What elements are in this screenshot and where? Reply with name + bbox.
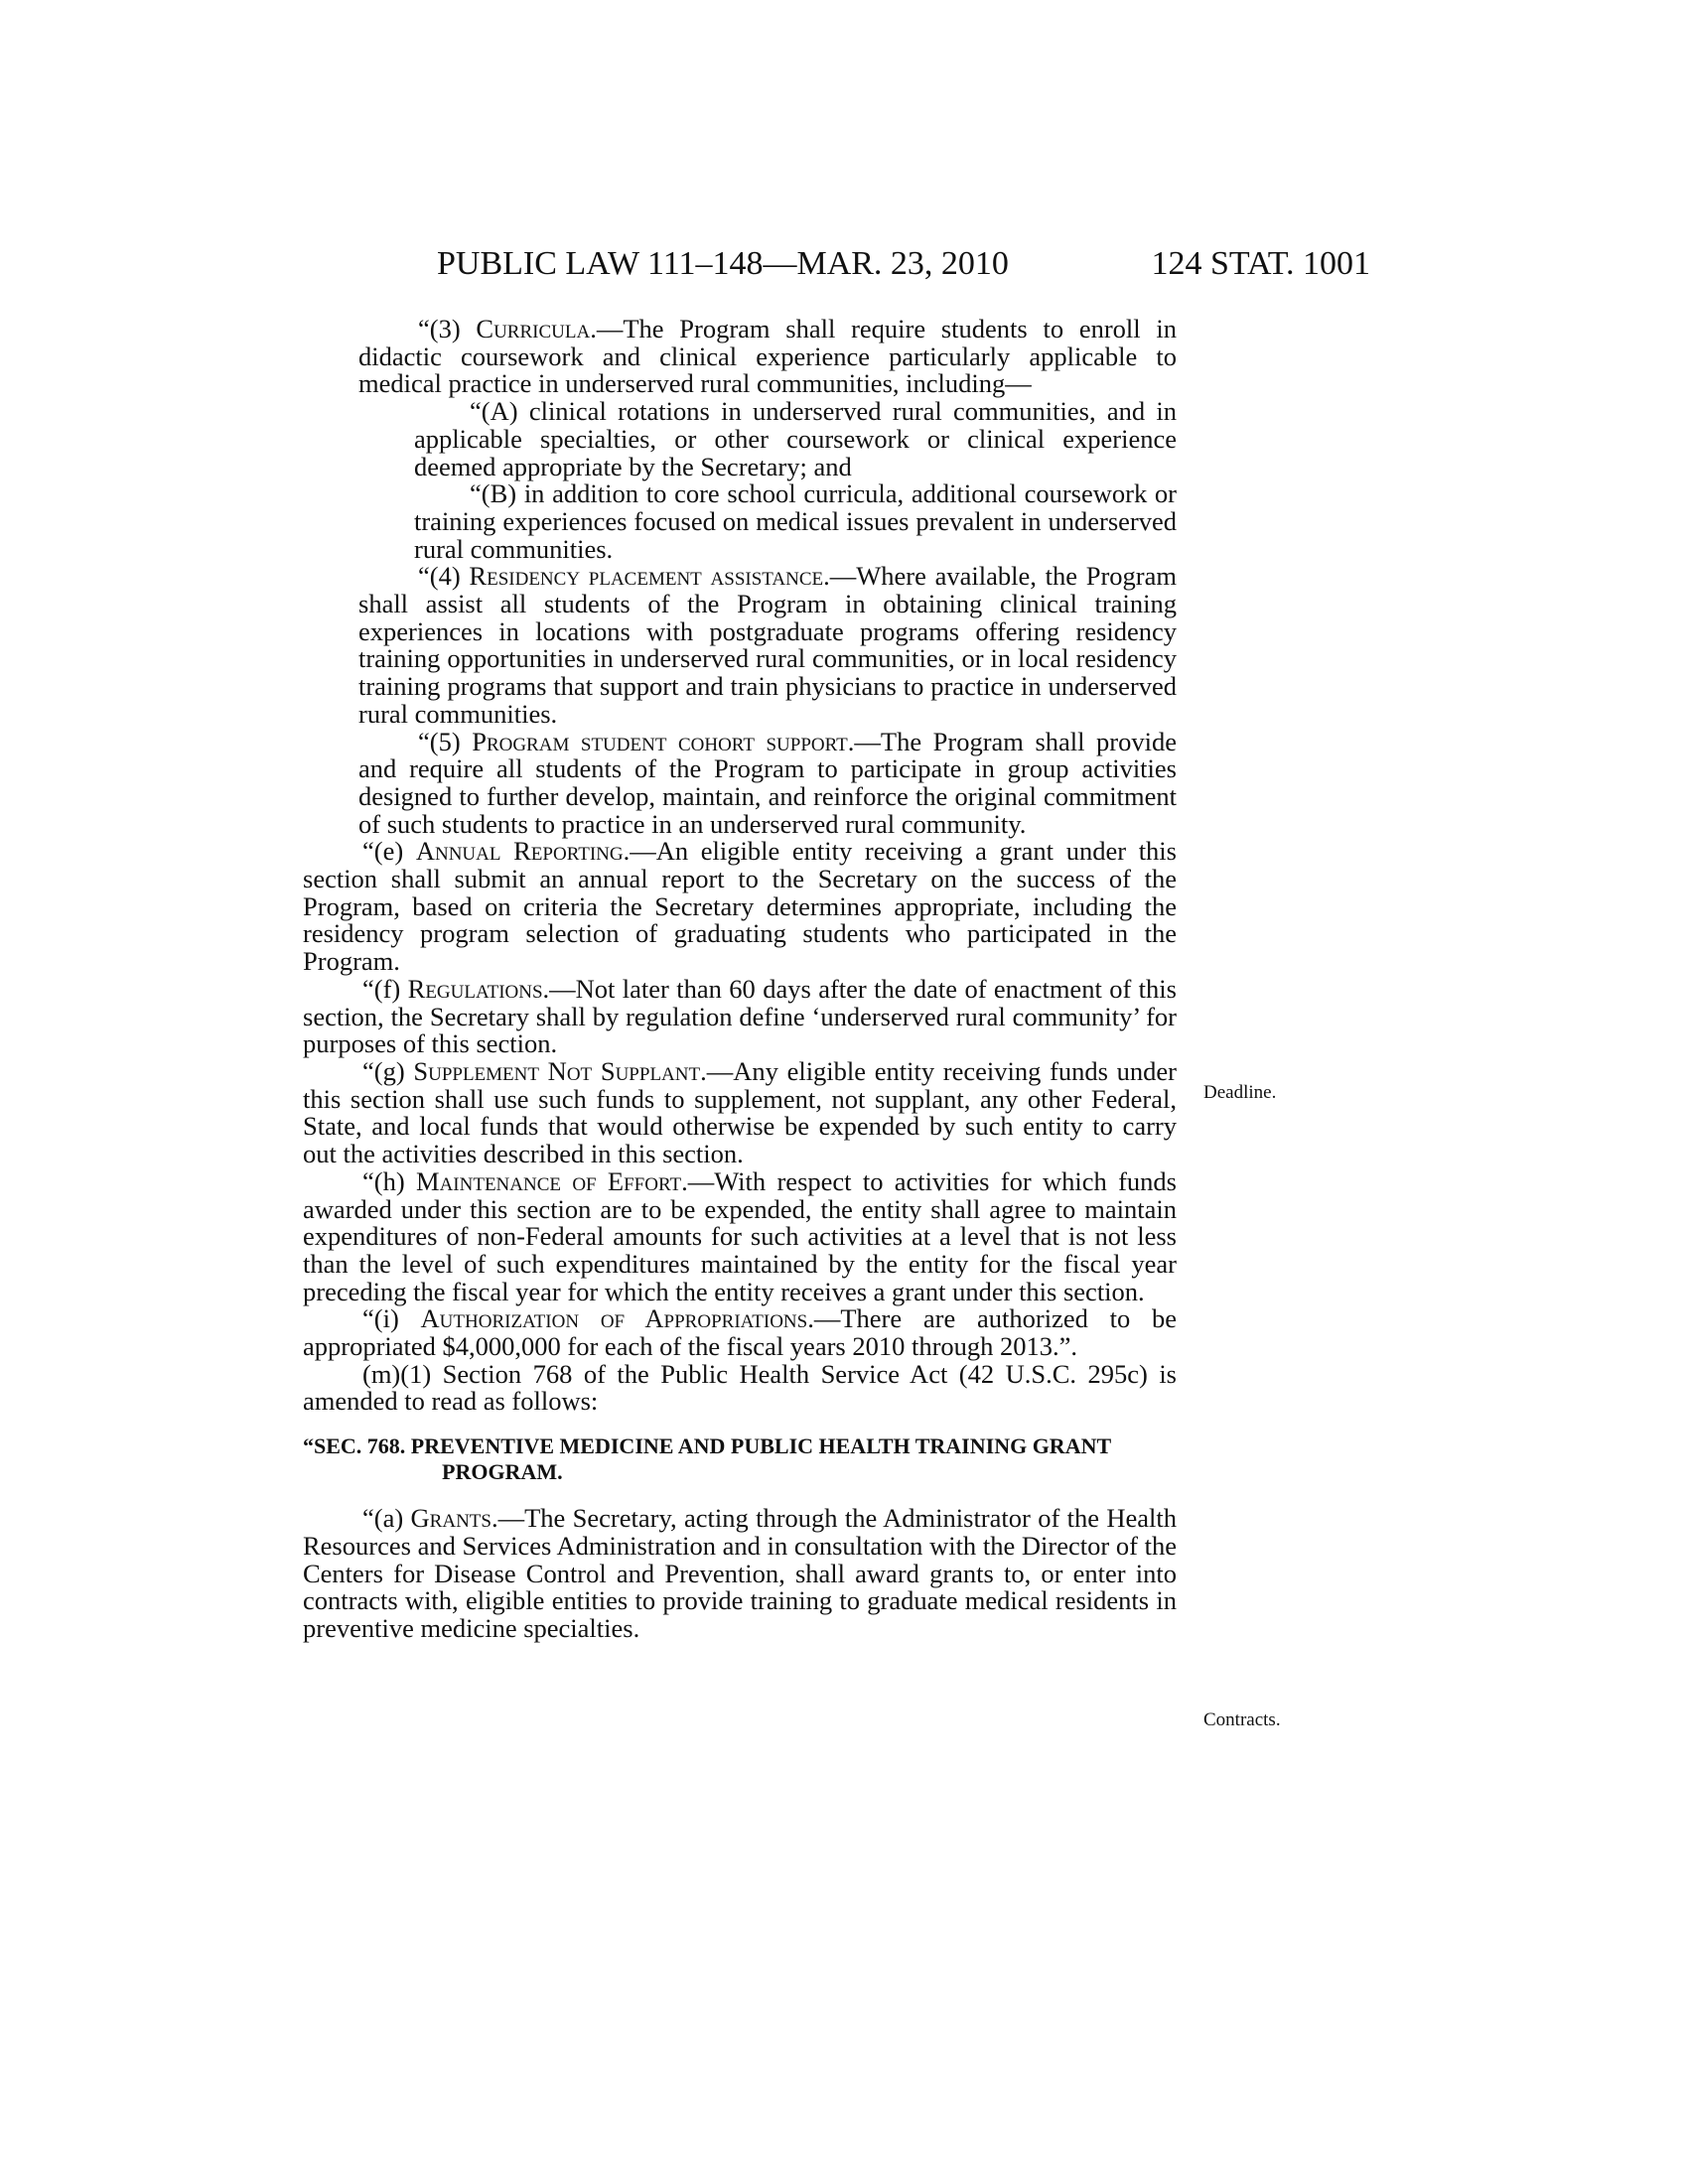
para-text: .—Any eligible entity receiving funds under this section shall use such funds to supplement, not supplant, any other Federal, State, and local funds that would otherwise be expended by such entity to carry out the activities described in this section. <box>303 1055 1177 1169</box>
subsection-i-authorization <box>303 1305 1177 1360</box>
para-heading: Maintenance of Effort <box>416 1165 682 1196</box>
paragraph-m1-amendment: (m)(1) Section 768 of the Public Health Service Act (42 U.S.C. 295c) is amended to read as follows: <box>303 1358 1177 1417</box>
para-text: .—The Program shall provide and require all students of the Program to participate in group activities designed to further develop, maintain, and reinforce the original commitment of such students to practice in an underserved rural community. <box>358 726 1177 839</box>
body-text <box>303 316 1177 1643</box>
paragraph-3-curricula <box>303 316 1177 398</box>
para-lead: “(i) <box>362 1303 421 1334</box>
subsection-e-reporting <box>303 838 1177 976</box>
para-text: .—Where available, the Program shall assist all students of the Program in obtaining clinical training experiences in locations with postgraduate programs offering residency training opportunities in underserved rural communities, or in local residency training programs that support and train physicians to practice in underserved rural communities. <box>358 561 1177 729</box>
subsection-h-maintenance <box>303 1165 1177 1306</box>
para-text: .—Not later than 60 days after the date of enactment of this section, the Secretary shall by regulation define ‘underserved rural community’ for purposes of this section. <box>303 973 1177 1059</box>
para-lead: “(f) <box>362 973 408 1004</box>
running-header <box>298 244 1370 284</box>
para-text: .—The Secretary, acting through the Administrator of the Health Resources and Services Administration and in consultation with the Director of the Centers for Disease Control and Prevention, shall award grants to, or enter into contracts with, eligible entities to provide training to graduate medical residents in preventive medicine specialties. <box>303 1503 1177 1643</box>
margin-note-contracts: Contracts. <box>1203 1709 1281 1730</box>
para-heading: Authorization of Appropriations <box>420 1303 808 1334</box>
section-768-heading: “SEC. 768. PREVENTIVE MEDICINE AND PUBLIC HEALTH TRAINING GRANT PROGRAM. <box>303 1433 1111 1485</box>
para-heading: Supplement Not Supplant <box>413 1055 701 1086</box>
paragraph-3b: “(B) in addition to core school curricula, additional coursework or training experiences focused on medical issues prevalent in underserved rural communities. <box>414 478 1177 564</box>
para-lead: “(e) <box>362 836 416 867</box>
subsection-f-regulations <box>303 973 1177 1059</box>
paragraph-5-cohort <box>303 726 1177 839</box>
para-text: .—The Program shall require students to enroll in didactic coursework and clinical experience particularly applicable to medical practice in underserved rural communities, including— <box>358 314 1177 399</box>
header-public-law: PUBLIC LAW 111–148—MAR. 23, 2010 <box>437 245 1009 282</box>
para-heading: Grants <box>410 1503 492 1534</box>
header-stat-page: 124 STAT. 1001 <box>1151 245 1370 282</box>
para-heading: Annual Reporting <box>415 836 624 867</box>
para-text: .—An eligible entity receiving a grant under this section shall submit an annual report to the Secretary on the success of the Program, based on criteria the Secretary determines appropriate, including the residency program selection of graduating students who participated in the Program. <box>303 836 1177 977</box>
para-heading: Regulations <box>407 973 543 1004</box>
para-lead: “(5) <box>418 726 473 756</box>
para-heading: Program student cohort support <box>472 726 848 756</box>
para-lead: “(a) <box>362 1503 411 1534</box>
subsection-g-supplement <box>303 1055 1177 1169</box>
paragraph-3a: “(A) clinical rotations in underserved rural communities, and in applicable specialties, or other coursework or clinical experience deemed appropriate by the Secretary; and <box>414 396 1177 481</box>
para-text: .—With respect to activities for which funds awarded under this section are to be expended, the entity shall agree to maintain expenditures of non-Federal amounts for such activities at a level that is not less than the level of such expenditures maintained by the entity for the fiscal year preceding the fiscal year for which the entity receives a grant under this section. <box>303 1165 1177 1306</box>
subsection-a-grants <box>303 1505 1177 1643</box>
paragraph-4-residency <box>303 563 1177 728</box>
para-lead: “(4) <box>418 561 470 592</box>
para-lead: “(h) <box>362 1165 416 1196</box>
para-text: .—There are authorized to be appropriated $4,000,000 for each of the fiscal years 2010 through 2013.”. <box>303 1303 1177 1362</box>
para-lead: “(3) <box>418 314 477 343</box>
margin-note-deadline: Deadline. <box>1203 1082 1277 1103</box>
para-heading: Curricula <box>476 314 591 343</box>
para-lead: “(g) <box>362 1055 414 1086</box>
para-heading: Residency placement assistance <box>469 561 824 592</box>
